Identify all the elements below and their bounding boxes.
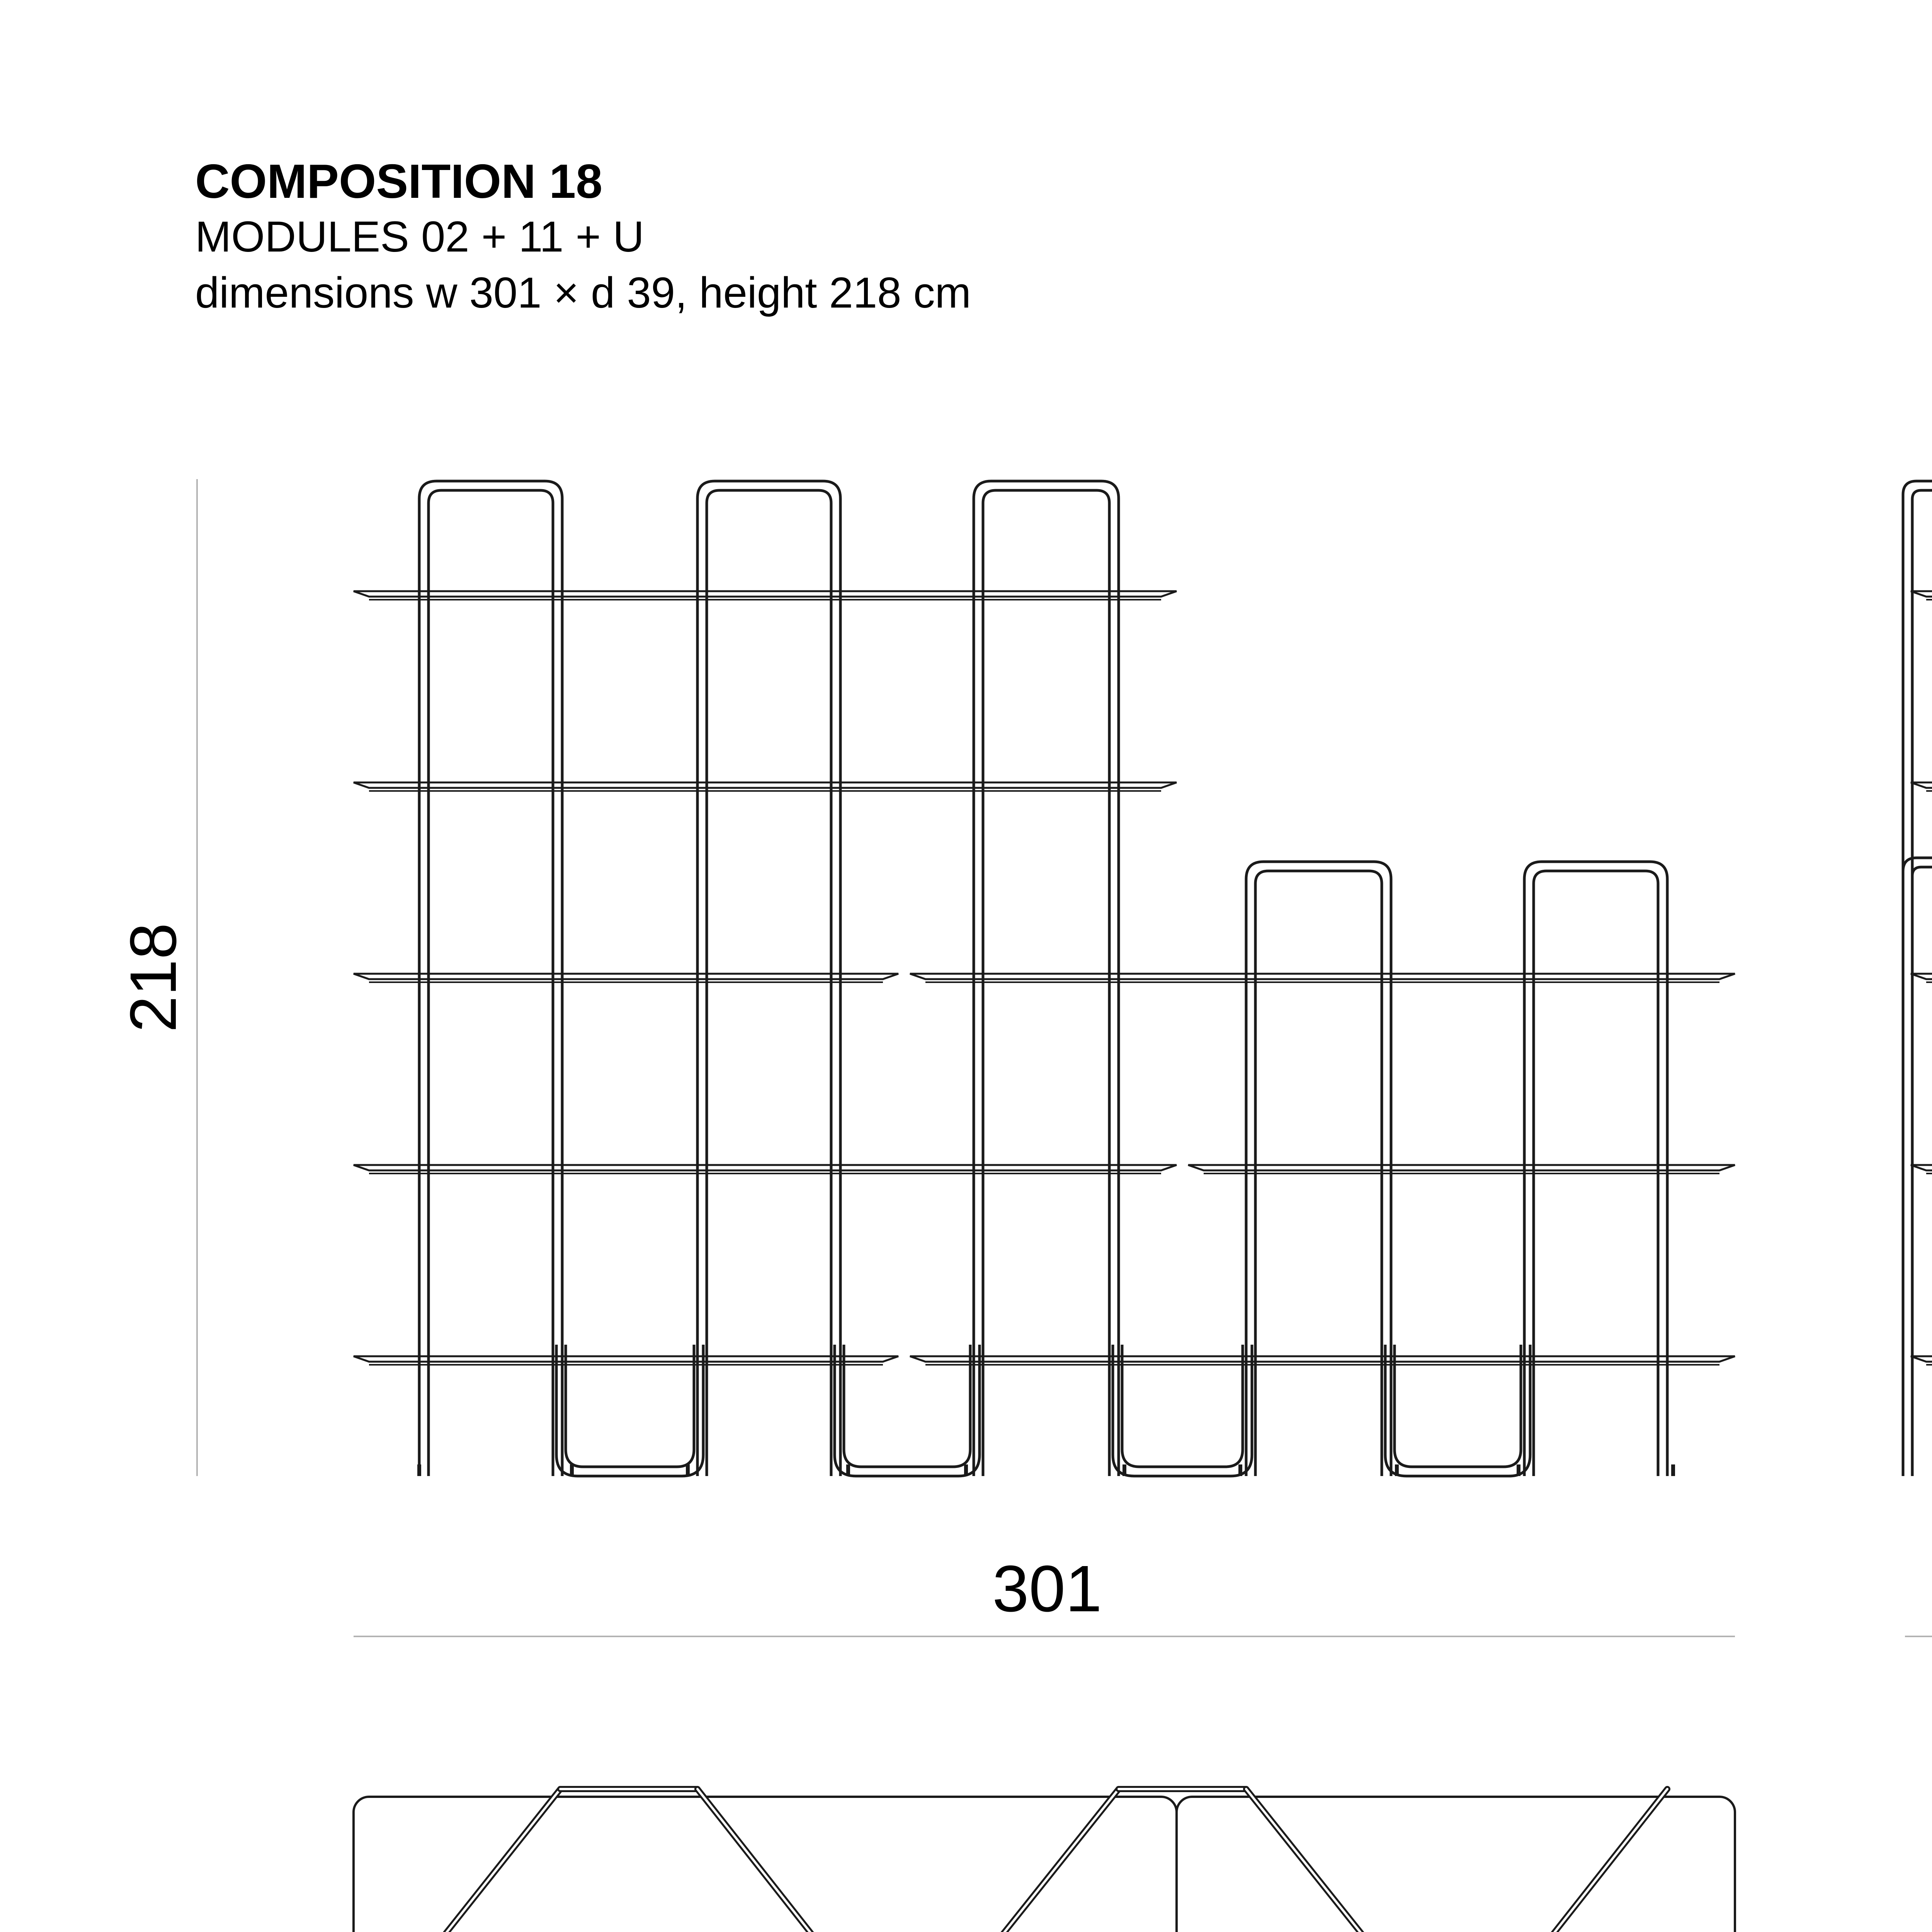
u-frame-2-inner — [844, 1345, 970, 1467]
plan-frame-segment-core-3 — [697, 1789, 840, 1932]
tall-frame-1-inner — [429, 490, 553, 1476]
side-elevation — [1903, 481, 1932, 1476]
tall-frame-3-inner — [983, 490, 1109, 1476]
front-shelf-7 — [354, 1356, 898, 1365]
side-shelf-1-board — [1911, 591, 1932, 597]
plan-frame-segment-9 — [1524, 1789, 1667, 1932]
side-shelf-5 — [1911, 1356, 1932, 1365]
front-shelf-1-board — [354, 591, 1177, 597]
side-short-frame-inner — [1912, 867, 1932, 1476]
side-shelf-3 — [1911, 974, 1932, 982]
plan-frame-segment-3 — [697, 1789, 840, 1932]
front-shelf-1 — [354, 591, 1177, 600]
short-frame-2-outer — [1524, 862, 1667, 1476]
front-shelf-2-board — [354, 782, 1177, 788]
front-shelf-3 — [354, 974, 898, 982]
plan-frame-segment-core-5 — [974, 1789, 1119, 1932]
side-shelf-2-board — [1911, 782, 1932, 788]
side-shelf-4 — [1911, 1165, 1932, 1173]
short-frame-1-outer — [1246, 862, 1391, 1476]
front-shelf-8-board — [910, 1356, 1735, 1362]
side-shelf-3-board — [1911, 974, 1932, 979]
side-shelf-5-board — [1911, 1356, 1932, 1362]
width-dimension-label: 301 — [992, 1552, 1102, 1626]
plan-frame-segment-5 — [974, 1789, 1119, 1932]
front-shelf-3-board — [354, 974, 898, 979]
front-shelf-5 — [354, 1165, 1177, 1173]
front-shelf-6-board — [1188, 1165, 1735, 1170]
u-frame-1-inner — [566, 1345, 694, 1467]
plan-frame-segment-1 — [419, 1789, 560, 1932]
front-elevation — [354, 481, 1735, 1476]
depth-dimension — [1905, 1552, 1932, 1636]
plan-shelf-board-right — [1177, 1797, 1735, 1932]
modules-line: MODULES 02 + 11 + U — [195, 213, 644, 261]
plan-view — [354, 1789, 1735, 1932]
side-shelf-2 — [1911, 782, 1932, 791]
height-dimension-label: 218 — [117, 923, 190, 1032]
front-shelf-8 — [910, 1356, 1735, 1365]
front-shelf-5-board — [354, 1165, 1177, 1170]
plan-frame-segment-core-7 — [1246, 1789, 1391, 1932]
plan-frame-segment-core-9 — [1524, 1789, 1667, 1932]
front-shelf-6 — [1188, 1165, 1735, 1173]
u-frame-4-inner — [1395, 1345, 1521, 1467]
tall-frame-2-inner — [707, 490, 831, 1476]
side-shelf-1 — [1911, 591, 1932, 600]
width-dimension — [354, 1552, 1735, 1636]
front-shelf-4-board — [910, 974, 1735, 979]
dimensions-line: dimensions w 301 × d 39, height 218 cm — [195, 269, 971, 317]
composition-title: COMPOSITION 18 — [195, 155, 603, 208]
u-frame-3-inner — [1122, 1345, 1243, 1467]
short-frame-1 — [1246, 862, 1391, 1476]
side-tall-frame-inner — [1912, 490, 1932, 1476]
plan-frame-segment-core-1 — [419, 1789, 560, 1932]
height-dimension — [117, 479, 197, 1476]
plan-shelf-board-left — [354, 1797, 1177, 1932]
front-shelf-4 — [910, 974, 1735, 982]
side-shelf-4-board — [1911, 1165, 1932, 1170]
front-shelf-7-board — [354, 1356, 898, 1362]
plan-frame-segment-7 — [1246, 1789, 1391, 1932]
front-shelf-2 — [354, 782, 1177, 791]
short-frame-2 — [1524, 862, 1667, 1476]
